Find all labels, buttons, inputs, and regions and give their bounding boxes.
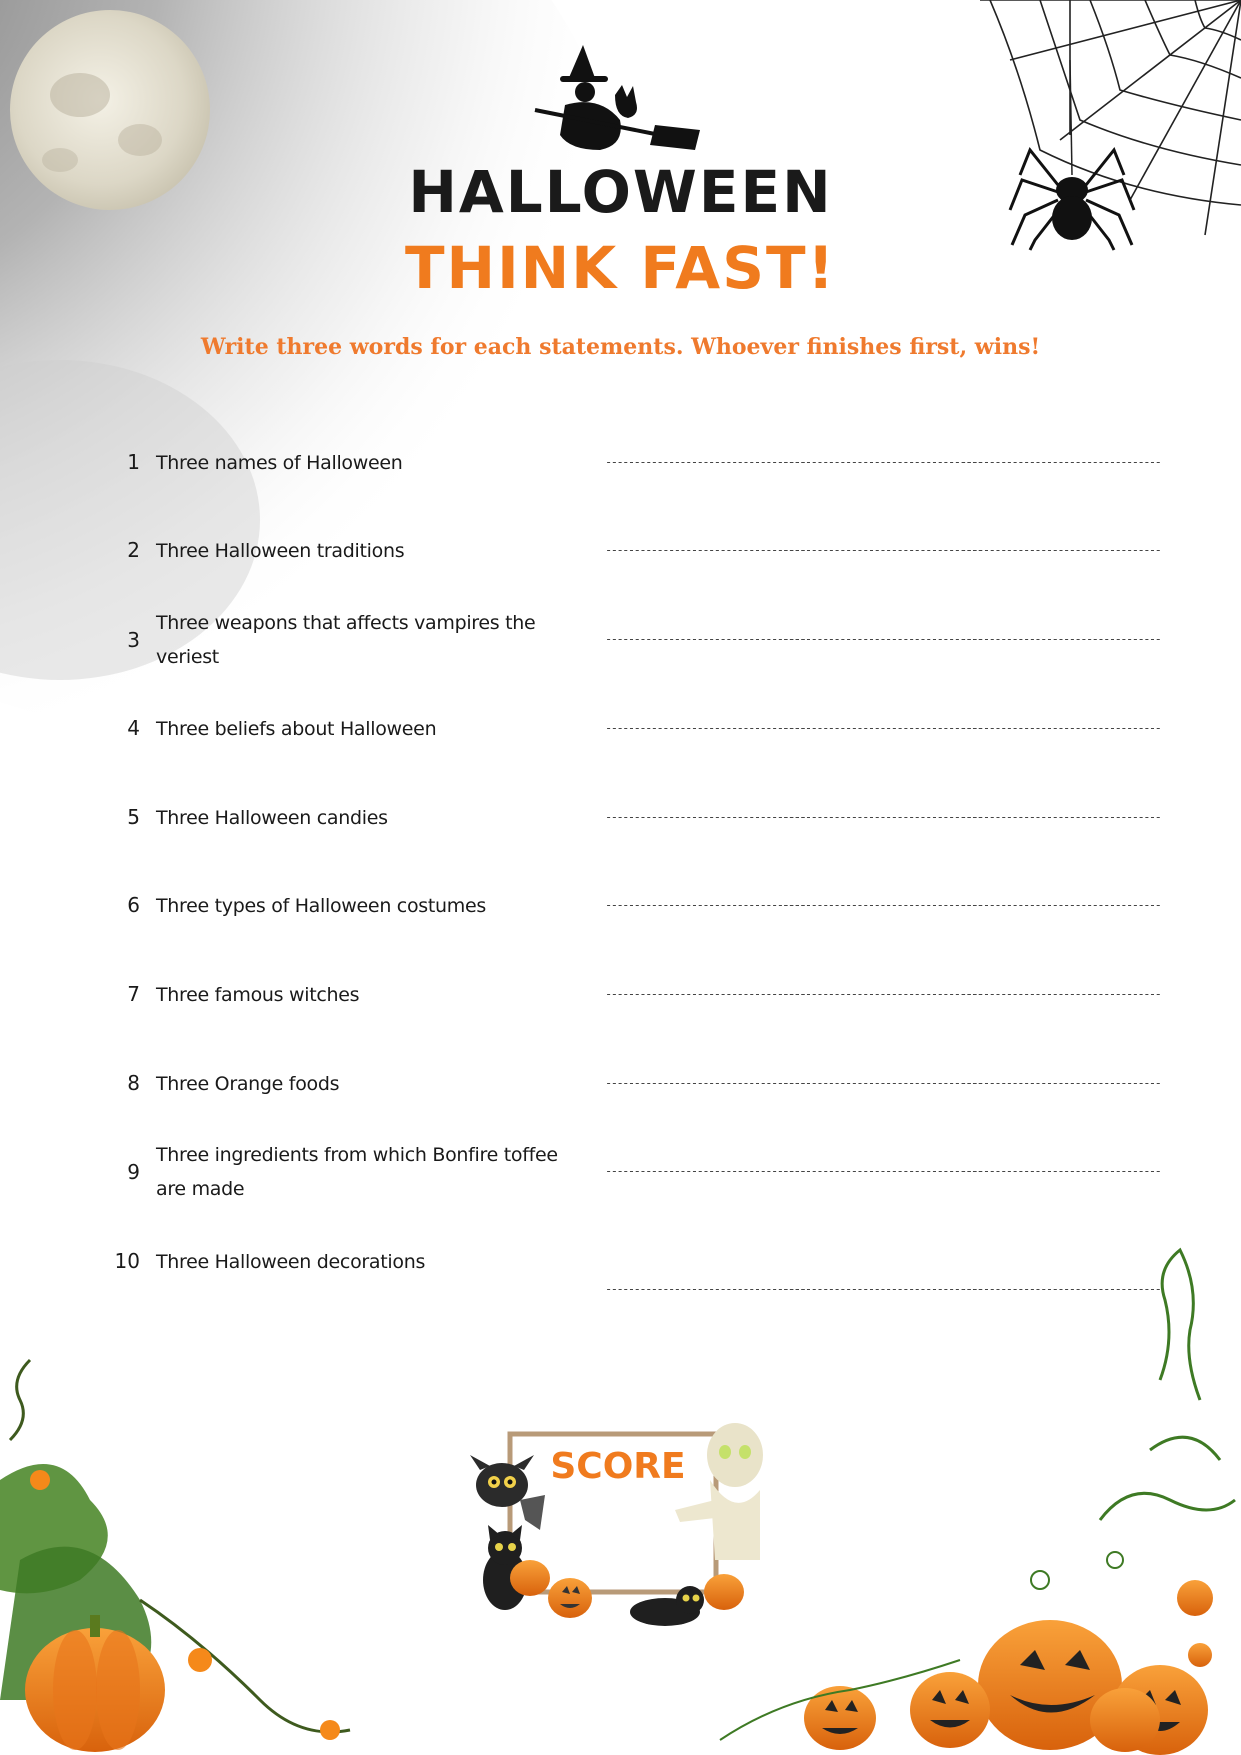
pumpkin-icon — [0, 1360, 350, 1752]
answer-blank[interactable]: ----------------------------------- — [605, 543, 806, 557]
answer-blank[interactable]: ----------------------------------- — [605, 455, 806, 469]
title-line-2: THINK FAST! — [404, 234, 836, 302]
answer-blank[interactable]: ----------------------------------- — [605, 810, 806, 824]
question-number: 5 — [127, 805, 140, 829]
answer-blank[interactable]: ----------------------------------- — [782, 987, 983, 1001]
answer-blank[interactable]: ----------------------------------- — [605, 898, 806, 912]
answer-blank[interactable]: ----------------------------------- — [782, 898, 983, 912]
answer-blank[interactable]: ----------------------------------- — [782, 455, 983, 469]
question-text: Three ingredients from which Bonfire toffee are made — [156, 1144, 558, 1200]
question-number: 9 — [127, 1160, 140, 1184]
answer-blank[interactable]: ----------------------------------- — [782, 1282, 983, 1296]
answer-blank[interactable]: ----------------------------------- — [960, 1076, 1161, 1090]
question-number: 10 — [114, 1249, 140, 1273]
jack-o-lantern-icon — [720, 1250, 1235, 1755]
question-text: Three Halloween traditions — [156, 540, 405, 562]
answer-blank[interactable]: ----------------------------------- — [605, 1164, 806, 1178]
answer-blank[interactable]: ----------------------------------- — [605, 1076, 806, 1090]
answer-blank[interactable]: ----------------------------------- — [960, 632, 1161, 646]
question-text: Three weapons that affects vampires the veriest — [156, 612, 536, 668]
answer-blank[interactable]: ----------------------------------- — [782, 632, 983, 646]
question-text: Three beliefs about Halloween — [156, 718, 437, 740]
answer-blank[interactable]: ----------------------------------- — [960, 898, 1161, 912]
answer-blank[interactable]: ----------------------------------- — [960, 721, 1161, 735]
answer-blank[interactable]: ----------------------------------- — [782, 721, 983, 735]
answer-blank[interactable]: ----------------------------------- — [782, 1076, 983, 1090]
question-number: 8 — [127, 1071, 140, 1095]
question-number: 3 — [127, 628, 140, 652]
question-text: Three Halloween decorations — [156, 1251, 426, 1273]
answer-blank[interactable]: ----------------------------------- — [960, 1282, 1161, 1296]
answer-blank[interactable]: ----------------------------------- — [782, 543, 983, 557]
question-text: Three Orange foods — [156, 1073, 340, 1095]
answer-blank[interactable]: ----------------------------------- — [605, 721, 806, 735]
title-line-1: HALLOWEEN — [408, 158, 833, 226]
question-number: 1 — [127, 450, 140, 474]
answer-blank[interactable]: ----------------------------------- — [605, 1282, 806, 1296]
answer-blank[interactable]: ----------------------------------- — [782, 810, 983, 824]
question-number: 2 — [127, 538, 140, 562]
answer-blank[interactable]: ----------------------------------- — [960, 1164, 1161, 1178]
instruction-text: Write three words for each statements. Whoever finishes first, wins! — [200, 334, 1041, 360]
answer-blank[interactable]: ----------------------------------- — [960, 455, 1161, 469]
answer-blank[interactable]: ----------------------------------- — [605, 987, 806, 1001]
question-text: Three Halloween candies — [156, 807, 388, 829]
question-text: Three names of Halloween — [156, 452, 403, 474]
question-text: Three famous witches — [156, 984, 360, 1006]
answer-blank[interactable]: ----------------------------------- — [960, 987, 1161, 1001]
answer-blank[interactable]: ----------------------------------- — [605, 632, 806, 646]
answer-blank[interactable]: ----------------------------------- — [960, 543, 1161, 557]
question-text: Three types of Halloween costumes — [156, 895, 486, 917]
question-number: 7 — [127, 982, 140, 1006]
question-number: 6 — [127, 893, 140, 917]
answer-blank[interactable]: ----------------------------------- — [960, 810, 1161, 824]
question-number: 4 — [127, 716, 140, 740]
answer-blank[interactable]: ----------------------------------- — [782, 1164, 983, 1178]
score-label: SCORE — [550, 1446, 686, 1487]
